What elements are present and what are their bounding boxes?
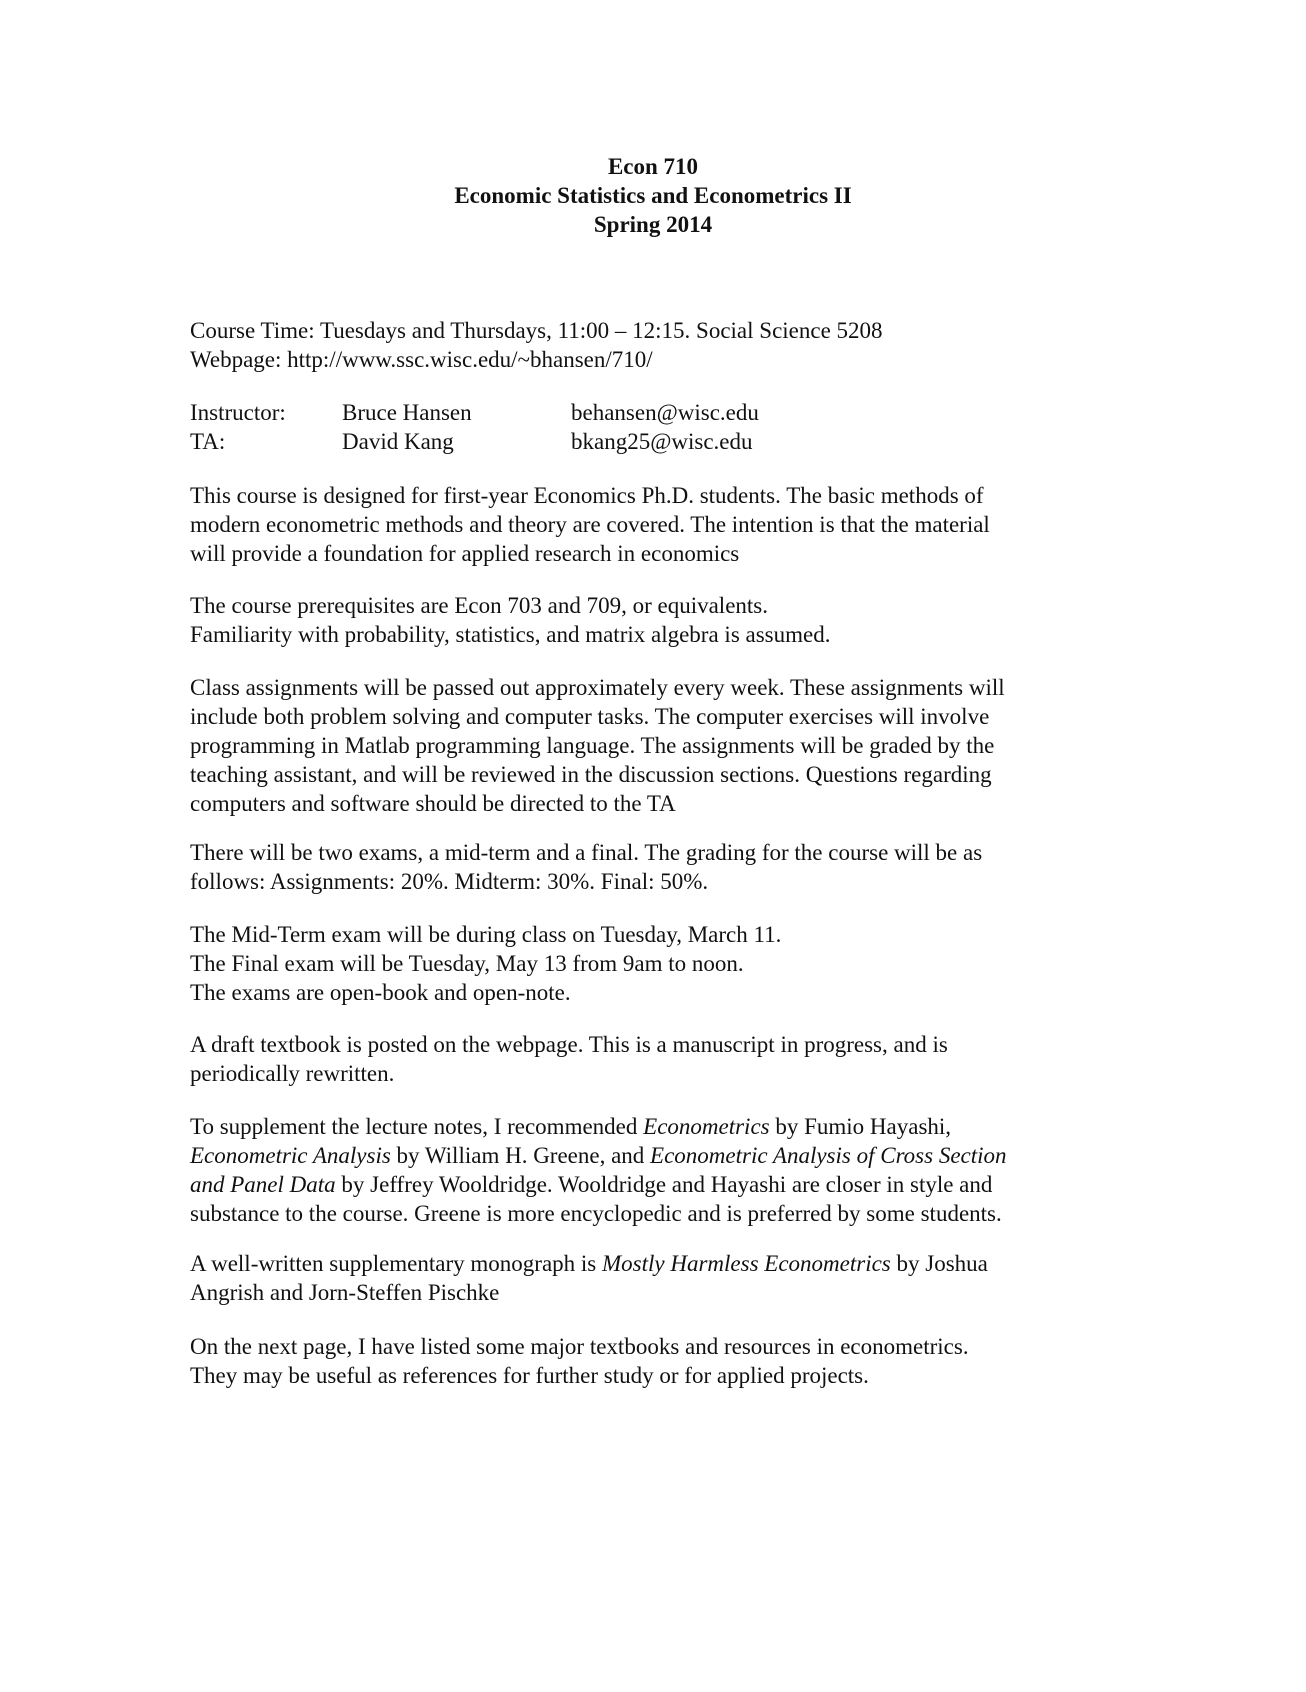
course-code: Econ 710 (607, 154, 699, 179)
paragraph-line: Class assignments will be passed out approximately every week. These assignments will (190, 675, 1005, 700)
paragraph-line: substance to the course. Greene is more encyclopedic and is preferred by some students. (190, 1201, 1002, 1226)
staff-name: David Kang (342, 429, 454, 454)
paragraph-line: include both problem solving and computer tasks. The computer exercises will involve (190, 704, 990, 729)
book-title: Econometrics (643, 1114, 770, 1139)
monograph-paragraph (190, 1249, 1120, 1307)
paragraph-line: will provide a foundation for applied research in economics (190, 541, 740, 566)
book-title: and Panel Data (190, 1172, 336, 1197)
webpage-line: Webpage: http://www.ssc.wisc.edu/~bhansen/710/ (190, 347, 653, 372)
staff-role: TA: (190, 429, 226, 454)
grading-paragraph (190, 838, 1120, 896)
supplement-paragraph (190, 1112, 1120, 1228)
paragraph-line: computers and software should be directed to the TA (190, 791, 676, 816)
paragraph-line (190, 1249, 1120, 1278)
book-title: Econometric Analysis of Cross Section (650, 1143, 1007, 1168)
text-run: To supplement the lecture notes, I recommended (190, 1114, 644, 1139)
paragraph-line: The exams are open-book and open-note. (190, 980, 571, 1005)
text-run: by Joshua (890, 1251, 988, 1276)
paragraph-line: follows: Assignments: 20%. Midterm: 30%. Final: 50%. (190, 869, 709, 894)
exams-paragraph (190, 920, 1120, 1007)
logistics-block (190, 316, 1120, 374)
paragraph-line (190, 1112, 1120, 1141)
paragraph-line: The Mid-Term exam will be during class on Tuesday, March 11. (190, 922, 782, 947)
next-page-paragraph (190, 1332, 1120, 1390)
paragraph-line: There will be two exams, a mid-term and a final. The grading for the course will be as (190, 840, 983, 865)
course-term: Spring 2014 (593, 212, 713, 237)
text-run: by William H. Greene, and (390, 1143, 651, 1168)
staff-email: bkang25@wisc.edu (571, 429, 753, 454)
course-title: Economic Statistics and Econometrics II (454, 183, 852, 208)
text-run: by Jeffrey Wooldridge. Wooldridge and Hayashi are closer in style and (335, 1172, 993, 1197)
paragraph-line: A draft textbook is posted on the webpage. This is a manuscript in progress, and is (190, 1032, 948, 1057)
course-time-line: Course Time: Tuesdays and Thursdays, 11:00 – 12:15. Social Science 5208 (190, 318, 883, 343)
textbook-paragraph (190, 1030, 1120, 1088)
paragraph-line: The course prerequisites are Econ 703 and 709, or equivalents. (190, 593, 768, 618)
staff-name: Bruce Hansen (342, 400, 472, 425)
staff-row-instructor (190, 398, 1120, 427)
paragraph-line: modern econometric methods and theory are covered. The intention is that the material (190, 512, 990, 537)
paragraph-line: periodically rewritten. (190, 1061, 395, 1086)
prereq-paragraph (190, 591, 1120, 649)
staff-email: behansen@wisc.edu (571, 400, 759, 425)
book-title: Mostly Harmless Econometrics (602, 1251, 891, 1276)
staff-role: Instructor: (190, 400, 286, 425)
paragraph-line: The Final exam will be Tuesday, May 13 from 9am to noon. (190, 951, 744, 976)
paragraph-line: Angrish and Jorn-Steffen Pischke (190, 1280, 500, 1305)
paragraph-line: On the next page, I have listed some major textbooks and resources in econometrics. (190, 1334, 969, 1359)
assignments-paragraph (190, 673, 1120, 818)
book-title: Econometric Analysis (190, 1143, 391, 1168)
syllabus-header (0, 152, 1306, 239)
paragraph-line (190, 1170, 1120, 1199)
text-run: by Fumio Hayashi, (769, 1114, 952, 1139)
staff-block (190, 398, 1120, 456)
paragraph-line: teaching assistant, and will be reviewed in the discussion sections. Questions regarding (190, 762, 992, 787)
paragraph-line: Familiarity with probability, statistics, and matrix algebra is assumed. (190, 622, 831, 647)
paragraph-line: They may be useful as references for further study or for applied projects. (190, 1363, 869, 1388)
staff-row-ta (190, 427, 1120, 456)
intro-paragraph (190, 481, 1120, 568)
paragraph-line (190, 1141, 1120, 1170)
text-run: A well-written supplementary monograph is (190, 1251, 603, 1276)
paragraph-line: This course is designed for first-year Economics Ph.D. students. The basic methods of (190, 483, 984, 508)
paragraph-line: programming in Matlab programming language. The assignments will be graded by the (190, 733, 995, 758)
